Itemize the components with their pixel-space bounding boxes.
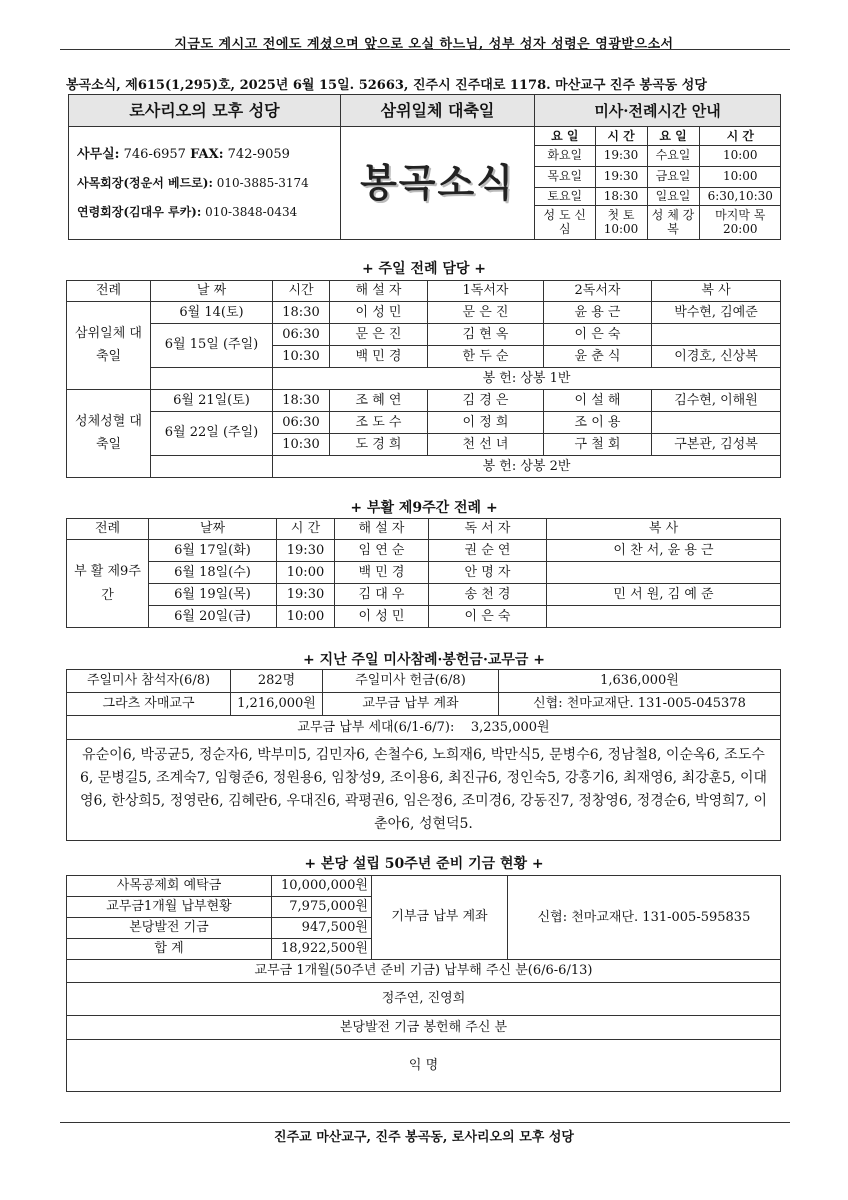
header-table — [68, 94, 781, 240]
sched-cell: 10:00 — [699, 145, 781, 166]
col-header: 전례 — [67, 281, 151, 302]
liturgy-time: 10:00 — [277, 606, 335, 628]
sched-cell: 19:30 — [595, 166, 647, 187]
reader-1: 김 현 옥 — [428, 324, 544, 346]
president-phone: 010-3885-3174 — [216, 176, 309, 191]
footer: 진주교 마산교구, 진주 봉곡동, 로사리오의 모후 성당 — [274, 1130, 574, 1145]
easter-week-title: + 부활 제9주간 전례 + — [350, 500, 498, 516]
liturgy-date: 6월 22일 (주일) — [151, 412, 273, 456]
servers: 김수현, 이해원 — [652, 390, 781, 412]
fund-value: 10,000,000원 — [272, 876, 372, 897]
office-label: 사무실: — [77, 146, 120, 162]
mass-schedule-table — [535, 127, 781, 239]
attend-label: 주일미사 참석자(6/8) — [67, 670, 231, 693]
fund-title: + 본당 설립 50주년 준비 기금 현황 + — [304, 856, 544, 872]
commentator: 이 성 민 — [335, 606, 429, 628]
reader-1: 문 은 진 — [428, 302, 544, 324]
fund-value: 7,975,000원 — [272, 897, 372, 918]
tithe-account: 신협: 천마교재단. 131-005-045378 — [499, 693, 781, 716]
donation-value: 1,636,000원 — [499, 670, 781, 693]
reader-1: 천 선 녀 — [428, 434, 544, 456]
servers: 구본관, 김성복 — [652, 434, 781, 456]
reader-2: 윤 춘 식 — [544, 346, 652, 368]
fax-number: 742-9059 — [227, 146, 290, 162]
fund-total-value: 18,922,500원 — [272, 939, 372, 960]
reader: 안 명 자 — [429, 562, 547, 584]
sunday-liturgy-table — [66, 280, 781, 478]
servers — [652, 324, 781, 346]
sched-cell: 18:30 — [595, 187, 647, 205]
commentator: 조 혜 연 — [330, 390, 428, 412]
bottom-divider — [60, 1122, 790, 1123]
col-header: 날 짜 — [151, 281, 273, 302]
tithe-names: 유순이6, 박공균5, 정순자6, 박부미5, 김민자6, 손철수6, 노희재6, 박만식5, 문병수6, 정남철8, 이순옥6, 조도수6, 문병길5, 조계숙7, 임형준6, 정원용6, 임창성9, 조이용6, 최진규6, 정인숙5, 강홍기6, 최재영6, 최강훈5, 이대영6, 한상희5, 정영란6, 김혜란6, 우대진6, 곽평권6, 임은정6, 조미경6, 강동진7, 정창영6, 정경순6, 박영희7, 이춘아6, 성현덕5. — [67, 740, 781, 841]
liturgy-date: 6월 17일(화) — [149, 540, 277, 562]
col-header: 2독서자 — [544, 281, 652, 302]
commentator: 임 연 순 — [335, 540, 429, 562]
commentator: 김 대 우 — [335, 584, 429, 606]
issue-line: 봉곡소식, 제615(1,295)호, 2025년 6월 15일. 52663, 진주시 진주대로 1178. 마산교구 진주 봉곡동 성당 — [66, 78, 707, 93]
liturgy-date: 6월 14(토) — [151, 302, 273, 324]
tithe-account-label: 교무금 납부 계좌 — [323, 693, 499, 716]
sched-cell: 토요일 — [535, 187, 595, 205]
reader-1: 이 정 희 — [428, 412, 544, 434]
liturgy-time: 18:30 — [273, 302, 330, 324]
servers — [547, 606, 781, 628]
sunday-liturgy-title: + 주일 전례 담당 + — [361, 261, 487, 277]
contacts-cell — [69, 127, 341, 240]
sched-cell: 화요일 — [535, 145, 595, 166]
motto: 지금도 계시고 전에도 계셨으며 앞으로 오실 하느님, 성부 성자 성령은 영광받으소서 — [174, 37, 674, 52]
servers — [547, 562, 781, 584]
tithe-households — [67, 716, 781, 740]
servers: 민 서 원, 김 예 준 — [547, 584, 781, 606]
col-header: 날짜 — [149, 519, 277, 540]
commentator: 도 경 희 — [330, 434, 428, 456]
col-header: 전례 — [67, 519, 149, 540]
fax-label: FAX: — [190, 146, 224, 162]
servers: 이경호, 신상복 — [652, 346, 781, 368]
elder-phone: 010-3848-0434 — [205, 204, 298, 219]
liturgy-date: 6월 21일(토) — [151, 390, 273, 412]
fund-total-label: 합 계 — [67, 939, 272, 960]
sched-cell: 목요일 — [535, 166, 595, 187]
offerings-title: + 지난 주일 미사참례·봉헌금·교무금 + — [302, 652, 546, 668]
reader-2: 구 철 회 — [544, 434, 652, 456]
tithe-donors: 정주연, 진영희 — [67, 983, 781, 1016]
reader-2: 조 이 용 — [544, 412, 652, 434]
big-title: 봉곡소식 — [360, 160, 515, 206]
gratia-value: 1,216,000원 — [231, 693, 323, 716]
commentator: 조 도 수 — [330, 412, 428, 434]
fund-label: 사목공제회 예탁금 — [67, 876, 272, 897]
tithe-households-value: 3,235,000원 — [470, 719, 550, 735]
liturgy-time: 19:30 — [277, 540, 335, 562]
liturgy-time: 10:30 — [273, 434, 330, 456]
tithe-households-label: 교무금 납부 세대(6/1-6/7): — [297, 719, 455, 735]
liturgy-time: 10:00 — [277, 562, 335, 584]
reader-2: 이 은 숙 — [544, 324, 652, 346]
fund-account-label: 기부금 납부 계좌 — [372, 876, 508, 960]
commentator: 문 은 진 — [330, 324, 428, 346]
offering-group: 봉 헌: 상봉 1반 — [273, 368, 781, 390]
reader-1: 한 두 순 — [428, 346, 544, 368]
sched-header: 시 간 — [699, 127, 781, 145]
servers: 이 찬 서, 윤 용 근 — [547, 540, 781, 562]
sched-cell: 19:30 — [595, 145, 647, 166]
fund-label: 교무금1개월 납부현황 — [67, 897, 272, 918]
mass-title: 미사·전례시간 안내 — [535, 95, 781, 127]
sched-cell: 일요일 — [647, 187, 699, 205]
sched-extra: 성 도 신 심 — [535, 205, 595, 239]
sched-cell: 6:30,10:30 — [699, 187, 781, 205]
president-label: 사목회장(정운서 베드로): — [77, 176, 213, 191]
reader-2: 윤 용 근 — [544, 302, 652, 324]
liturgy-name: 부 활 제9주간 — [67, 540, 149, 628]
servers: 박수현, 김예준 — [652, 302, 781, 324]
col-header: 시간 — [273, 281, 330, 302]
offering-group: 봉 헌: 상봉 2반 — [273, 456, 781, 478]
liturgy-time: 18:30 — [273, 390, 330, 412]
sched-cell: 수요일 — [647, 145, 699, 166]
fund-label: 본당발전 기금 — [67, 918, 272, 939]
reader: 권 순 연 — [429, 540, 547, 562]
liturgy-time: 06:30 — [273, 412, 330, 434]
elder-label: 연령회장(김대우 루카): — [77, 204, 202, 219]
big-title-cell — [341, 127, 535, 240]
liturgy-time: 10:30 — [273, 346, 330, 368]
sched-header: 시 간 — [595, 127, 647, 145]
office-phone: 746-6957 — [123, 146, 186, 162]
liturgy-date: 6월 18일(수) — [149, 562, 277, 584]
liturgy-date: 6월 20일(금) — [149, 606, 277, 628]
dev-donors: 익 명 — [67, 1040, 781, 1092]
col-header: 시 간 — [277, 519, 335, 540]
col-header: 복 사 — [652, 281, 781, 302]
sched-header: 요 일 — [535, 127, 595, 145]
easter-week-table — [66, 518, 781, 628]
parish-name: 로사리오의 모후 성당 — [69, 95, 341, 127]
sched-extra: 첫 토 10:00 — [595, 205, 647, 239]
col-header: 해 설 자 — [330, 281, 428, 302]
reader-2: 이 설 해 — [544, 390, 652, 412]
dev-note: 본당발전 기금 봉헌해 주신 분 — [67, 1016, 781, 1040]
liturgy-time: 06:30 — [273, 324, 330, 346]
tithe-note: 교무금 1개월(50주년 준비 기금) 납부해 주신 분(6/6-6/13) — [67, 960, 781, 983]
gratia-label: 그라츠 자매교구 — [67, 693, 231, 716]
fund-account: 신협: 천마교재단. 131-005-595835 — [508, 876, 781, 960]
liturgy-name: 성체성혈 대축일 — [67, 390, 151, 478]
offerings-table — [66, 669, 781, 841]
attend-value: 282명 — [231, 670, 323, 693]
reader: 송 천 경 — [429, 584, 547, 606]
col-header: 해 설 자 — [335, 519, 429, 540]
reader-1: 김 경 은 — [428, 390, 544, 412]
commentator: 백 민 경 — [330, 346, 428, 368]
reader: 이 은 숙 — [429, 606, 547, 628]
top-divider — [60, 49, 790, 50]
col-header: 1독서자 — [428, 281, 544, 302]
mass-schedule-cell — [535, 127, 781, 240]
col-header: 독 서 자 — [429, 519, 547, 540]
liturgy-date: 6월 19일(목) — [149, 584, 277, 606]
feast-name: 삼위일체 대축일 — [341, 95, 535, 127]
sched-extra: 성 체 강 복 — [647, 205, 699, 239]
sched-header: 요 일 — [647, 127, 699, 145]
liturgy-name: 삼위일체 대축일 — [67, 302, 151, 390]
fund-table — [66, 875, 781, 1092]
sched-cell: 금요일 — [647, 166, 699, 187]
fund-value: 947,500원 — [272, 918, 372, 939]
servers — [652, 412, 781, 434]
donation-label: 주일미사 헌금(6/8) — [323, 670, 499, 693]
sched-extra: 마지막 목 20:00 — [699, 205, 781, 239]
col-header: 복 사 — [547, 519, 781, 540]
liturgy-time: 19:30 — [277, 584, 335, 606]
commentator: 이 성 민 — [330, 302, 428, 324]
commentator: 백 민 경 — [335, 562, 429, 584]
liturgy-date: 6월 15일 (주일) — [151, 324, 273, 368]
sched-cell: 10:00 — [699, 166, 781, 187]
